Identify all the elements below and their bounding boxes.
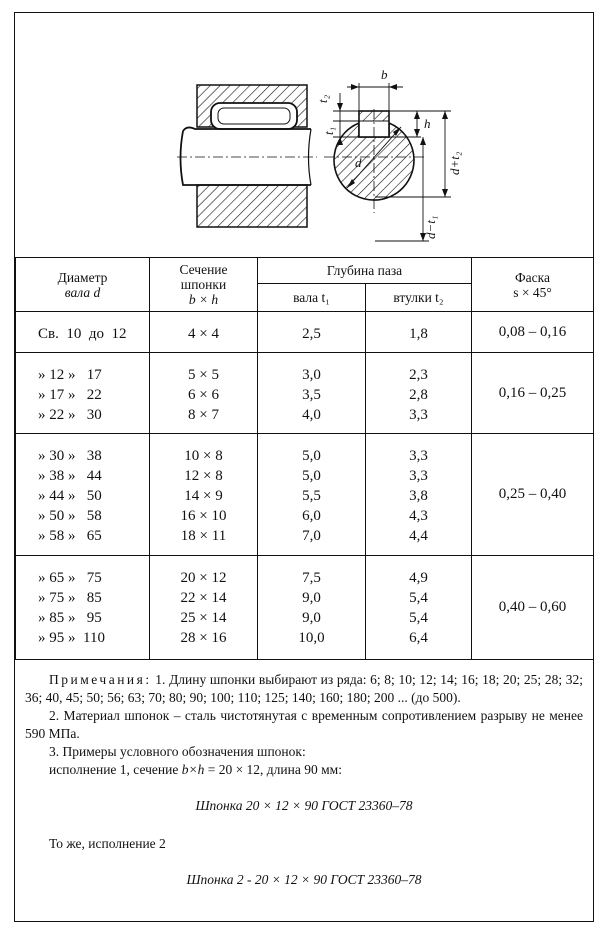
value-d: » 50 » 58 <box>38 508 102 524</box>
label-t2: t₂ <box>315 94 330 103</box>
cell-chamfer: 0,16 – 0,25 <box>472 353 594 434</box>
execution-1: исполнение 1, сечение b×h = 20 × 12, длина 90 мм: <box>49 762 342 777</box>
cell-t1 <box>258 434 366 556</box>
value-bh: 8 × 7 <box>188 407 219 423</box>
example-designation-1: Шпонка 20 × 12 × 90 ГОСТ 23360–78 <box>195 798 413 813</box>
value-d: » 95 » 110 <box>38 630 105 646</box>
cell-bh <box>150 556 258 660</box>
header-hub-depth: втулки t₂ <box>366 284 472 312</box>
value-bh: 14 × 9 <box>184 488 223 504</box>
value-bh: 12 × 8 <box>184 468 223 484</box>
value-bh: 4 × 4 <box>188 326 219 342</box>
value-t1: 7,0 <box>302 528 321 544</box>
table-group <box>16 353 594 434</box>
note-1: Примечания: 1. Длину шпонки выбирают из ряда: 6; 8; 10; 12; 14; 16; 18; 20; 25; 28; 32; 36; 40, 45; 50; 56; 63; 70; 80; 90; 100; 110; 125; 140; 160; 180; 200 ... (до 500). <box>25 672 584 705</box>
value-t1: 3,0 <box>302 367 321 383</box>
value-t2: 3,3 <box>409 448 428 464</box>
cell-bh <box>150 434 258 556</box>
header-depth: Глубина паза <box>258 258 472 284</box>
value-t2: 5,4 <box>409 590 428 606</box>
value-bh: 5 × 5 <box>188 367 219 383</box>
value-d: » 30 » 38 <box>38 448 102 464</box>
same-execution-2: То же, исполнение 2 <box>49 836 166 851</box>
header-section: Сечение шпонки b × h <box>150 258 258 312</box>
cell-d <box>16 434 150 556</box>
notes-section <box>25 671 583 909</box>
value-t2: 3,3 <box>409 407 428 423</box>
cell-d <box>16 556 150 660</box>
value-t1: 3,5 <box>302 387 321 403</box>
value-t1: 9,0 <box>302 610 321 626</box>
value-t2: 5,4 <box>409 610 428 626</box>
value-t2: 4,4 <box>409 528 428 544</box>
value-t1: 9,0 <box>302 590 321 606</box>
value-t1: 10,0 <box>298 630 325 646</box>
note-2: 2. Материал шпонок – сталь чистотянутая с временным сопротивлением разрыву не менее 590 МПа. <box>25 708 583 741</box>
cell-t1 <box>258 312 366 353</box>
value-d: » 65 » 75 <box>38 570 102 586</box>
cell-t1 <box>258 353 366 434</box>
cell-t2 <box>366 556 472 660</box>
key-side-view <box>211 103 297 129</box>
label-h: h <box>424 116 431 131</box>
cell-chamfer: 0,08 – 0,16 <box>472 312 594 353</box>
cell-chamfer: 0,40 – 0,60 <box>472 556 594 660</box>
label-d-minus-t1: d−t₁ <box>423 215 438 239</box>
value-bh: 6 × 6 <box>188 387 219 403</box>
table-group <box>16 434 594 556</box>
value-t1: 5,0 <box>302 448 321 464</box>
header-shaft-depth: вала t₁ <box>258 284 366 312</box>
value-t2: 4,9 <box>409 570 428 586</box>
value-bh: 28 × 16 <box>180 630 227 646</box>
cell-t2 <box>366 353 472 434</box>
value-t1: 4,0 <box>302 407 321 423</box>
cell-chamfer: 0,25 – 0,40 <box>472 434 594 556</box>
value-d: » 17 » 22 <box>38 387 102 403</box>
value-bh: 18 × 11 <box>180 528 227 544</box>
cell-t1 <box>258 556 366 660</box>
label-t1: t₁ <box>321 126 336 135</box>
table-group <box>16 556 594 660</box>
value-t2: 6,4 <box>409 630 428 646</box>
value-bh: 25 × 14 <box>180 610 227 626</box>
value-d: » 85 » 95 <box>38 610 102 626</box>
value-t1: 6,0 <box>302 508 321 524</box>
keyway-drawing <box>15 13 593 258</box>
keyway-table <box>15 257 594 660</box>
value-t1: 5,5 <box>302 488 321 504</box>
value-t1: 2,5 <box>302 326 321 342</box>
value-bh: 10 × 8 <box>184 448 223 464</box>
label-d-plus-t2: d+t₂ <box>447 151 462 175</box>
value-d: Св. 10 до 12 <box>38 326 127 342</box>
note-3: 3. Примеры условного обозначения шпонок: <box>49 744 306 759</box>
header-diameter: Диаметр вала d <box>16 258 150 312</box>
value-d: » 38 » 44 <box>38 468 102 484</box>
value-d: » 58 » 65 <box>38 528 102 544</box>
value-t1: 7,5 <box>302 570 321 586</box>
value-t2: 3,8 <box>409 488 428 504</box>
value-t2: 4,3 <box>409 508 428 524</box>
value-bh: 20 × 12 <box>180 570 227 586</box>
cell-d <box>16 353 150 434</box>
shaft-side-view <box>177 127 317 185</box>
label-d: d <box>355 155 362 170</box>
value-t2: 3,3 <box>409 468 428 484</box>
value-t2: 2,3 <box>409 367 428 383</box>
value-d: » 75 » 85 <box>38 590 102 606</box>
example-designation-2: Шпонка 2 - 20 × 12 × 90 ГОСТ 23360–78 <box>186 872 422 887</box>
cell-bh <box>150 353 258 434</box>
value-t1: 5,0 <box>302 468 321 484</box>
header-chamfer: Фаска s × 45° <box>472 258 594 312</box>
value-d: » 12 » 17 <box>38 367 102 383</box>
value-bh: 22 × 14 <box>180 590 227 606</box>
value-t2: 1,8 <box>409 326 428 342</box>
cell-bh <box>150 312 258 353</box>
cell-t2 <box>366 434 472 556</box>
keyway-diagram <box>15 13 593 257</box>
cell-d <box>16 312 150 353</box>
value-d: » 44 » 50 <box>38 488 102 504</box>
value-t2: 2,8 <box>409 387 428 403</box>
table-group <box>16 312 594 353</box>
value-bh: 16 × 10 <box>180 508 227 524</box>
cell-t2 <box>366 312 472 353</box>
label-b: b <box>381 67 388 82</box>
document-frame <box>14 12 594 922</box>
value-d: » 22 » 30 <box>38 407 102 423</box>
